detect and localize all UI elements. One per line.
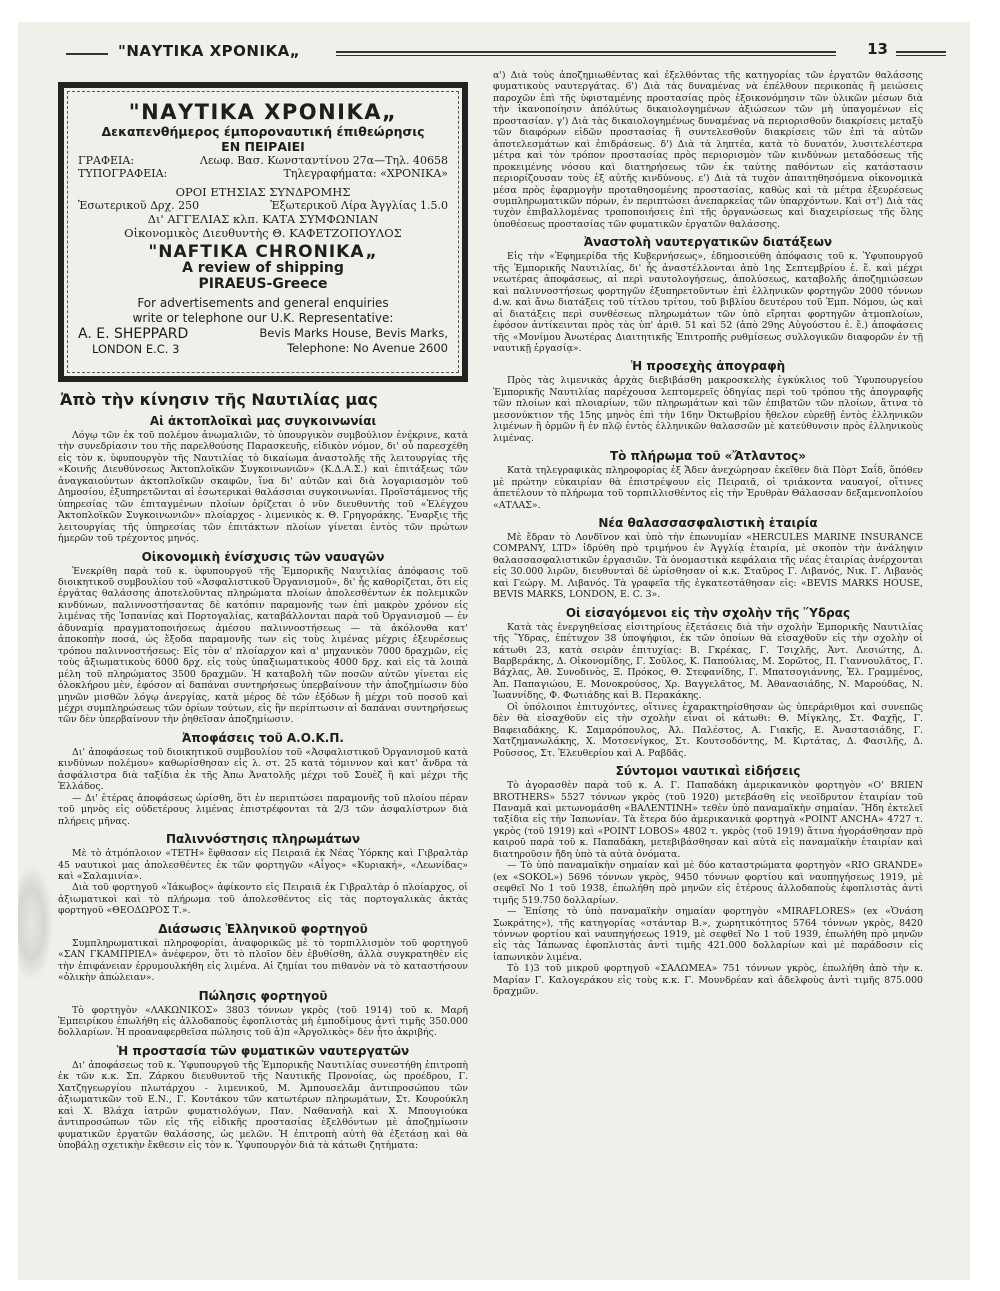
masthead-subtitle: Δεκαπενθήμερος έμπορoναυτική έπιθεώρησις: [101, 124, 425, 139]
right-column: [493, 70, 923, 998]
article-paragraph: Κατὰ τηλεγραφικὰς πληροφορίας ἐξ Ἄδεν ἀνεχώρησαν ἐκεῖθεν διὰ Πὸρτ Σαΐδ, ὅπόθεν μὲ πρώτην εὐκαιρίαν θὰ ἐπιστρέψουν εἰς Πειραιᾶ, οἱ τριάκοντα ναυαγοί, οἵτινες ἀπετέλουν τὸ πλήρωμα τοῦ τορπιλλισθέντος εἰς τὴν Ἐρυθρὰν Θάλασσαν δεξαμενοπλοίου «ΑΤΛΑΣ».: [493, 465, 923, 511]
print-row: [78, 167, 448, 180]
english-ads-line2: write or telephone our U.K. Representative:: [132, 311, 394, 325]
article-heading: Διάσωσις Ἑλληνικοῦ φορτηγοῦ: [158, 921, 368, 936]
representative-block: [78, 326, 448, 360]
article-heading: Ἀποφάσεις τοῦ Α.Ο.Κ.Π.: [182, 730, 344, 745]
article-paragraph: Τὸ φορτηγὸν «ΛΑΚΩΝΙΚΟΣ» 3803 τόννων γκρὸς (τοῦ 1914) τοῦ κ. Μαρῆ Ἐμπειρίκου ἐπωλήθη εἰς ἀλλοδαποὺς ἐφοπλιστὰς μὴ ἐμποδίμους ἀντὶ τιμῆς 350.000 δολλαρίων. Ἡ προαναφερθεῖσα πώλησις τοῦ ἀ)π «Ἀργολικὸς» δὲν ἦτο ἀκριβής.: [58, 1004, 468, 1039]
page-number: 13: [867, 40, 888, 58]
article-heading: Αἱ ἀκτοπλοϊκαὶ μας συγκοινωνίαι: [149, 414, 377, 428]
header-rule: [896, 55, 946, 56]
header-rule: [336, 51, 836, 53]
english-city: PIRAEUS-Greece: [198, 276, 328, 292]
masthead-city: ΕΝ ΠΕΙΡΑΙΕΙ: [221, 139, 305, 154]
article-paragraph: Οἱ ὑπόλοιποι ἐπιτυχόντες, οἵτινες ἐχαρακτηρίσθησαν ὡς ὑπεράριθμοι καὶ συνεπῶς δὲν θὰ εἰσαχθοῦν εἰς τὴν σχολὴν εἶναι οἱ κάτωθι: Θ. Μίγκλης, Στ. Φαχῆς, Γ. Βαφειαδάκης, Κ. Σαμαρόπουλος, Ἀλ. Παλέστος, Α. Γιακῆς, Ε. Ἀναστασιάδης, Γ. Χατζημανωλάκης, Χ. Μοτσενίγκος, Στ. Κουτσοδόντης, Μ. Κιρτάτας, Δ. Φασιλῆς, Δ. Ροῦσσος, Στ. Ἐλευθερίου καὶ Α. Ραβδᾶς.: [493, 701, 923, 759]
offices-value: Λεωφ. Βασ. Κωνσταντίνου 27α—Τηλ. 40658: [199, 154, 448, 167]
header-rule: [896, 51, 946, 53]
torn-paper-mark: [18, 868, 52, 978]
magazine-page: [18, 22, 970, 1280]
left-column: [58, 82, 468, 1152]
offices-label: ΓΡΑΦΕΙΑ:: [78, 154, 135, 167]
masthead-title: "ΝΑΥΤΙΚΑ ΧΡΟΝΙΚΑ„: [128, 100, 398, 124]
article-paragraph: Πρὸς τὰς λιμενικὰς ἀρχὰς διεβιβάσθη μακροσκελὴς ἐγκύκλιος τοῦ Ὑφυπουργείου Ἐμπορικῆς Ναυτιλίας παρέχουσα λεπτομερεῖς ὁδηγίας περὶ τοῦ τρόπου τῆς ἀπογραφῆς τῶν πλοίων καὶ πλοιαρίων, τῶν πληρωμάτων καὶ τῶν ἐπιβατῶν τῶν πλοίων, ἅτινα τὸ μεσονύκτιον τῆς 15ης μηνὸς ἐπὶ τὴν 16ην Ὀκτωβρίου ἤθελον εὑρεθῇ ἐντὸς ἑλληνικῶν λιμένων ἢ ὁρμῶν ἢ ἐν πλῷ ἐντὸς ἑλληνικῶν θαλασσῶν μὲ κατεύθυνσιν πρὸς ἑλληνικοὺς λιμένας.: [493, 375, 923, 444]
article-heading: Οἱ εἰσαγόμενοι εἰς τὴν σχολὴν τῆς Ὕδρας: [565, 605, 851, 620]
subscriptions-heading: ΟΡΟΙ ΕΤΗΣΙΑΣ ΣΥΝΔΡΟΜΗΣ: [175, 185, 351, 199]
english-title: "NAFTIKA CHRONIKA„: [148, 242, 378, 262]
article-heading: Οἰκονομικὴ ἐνίσχυσις τῶν ναυαγῶν: [141, 549, 385, 564]
running-header: [66, 40, 946, 64]
foreign-price: Ἐξωτερικοῦ Λίρα Ἀγγλίας 1.5.0: [270, 199, 448, 212]
header-rule: [66, 53, 108, 55]
article-paragraph: α') Διὰ τοὺς ἀποζημιωθέντας καὶ ἐξελθόντας τῆς κατηγορίας τῶν ἐργατῶν θαλάσσης φυματικοὺς ναυτεργάτας. 6') Διὰ τὰς δυναμένας νὰ ἐπέλθουν περικοπὰς ἢ μειώσεις παροχῶν ἐπὶ τῆς ὑφισταμένης προστασίας πρὸς ἐξοικονόμησιν τῶν ὑλικῶν μέσων διὰ τὴν ἱκανοποίησιν ἀπόλύτως δικαιολογημένων ἀξιώσεων τῶν μὴ ὑπαγομένων εἰς προστασίαν. γ') Διὰ τὰς δικαιολογημένως δυναμένας νὰ περιορισθοῦν διακρίσεις μεταξὺ τῶν διαφόρων εἰδῶν προστασίας ἢ συντελεσθοῦν διακρίσεις τῶν ἐπὶ τὰ αὐτῶν ἀποτελεσμάτων καὶ ἐπιδράσεως. δ') Διὰ τὰ ληπτέα, κατὰ τὸ δυνατόν, λυσιτελέστερα μέτρα καὶ τὸν τρόπον προστασίας πρὸς περιορισμὸν τῶν κινδύνων μεταδόσεως τῆς προκειμένης νόσου καὶ διατηρήσεως τῶν ἐκ ταύτης παθόντων εἰς κατάστασιν περιορίζουσαν τοὺς ἐξ αὐτῆς κινδύνους. ε') Διὰ τὰ τυχὸν ἀπαιτηθησόμενα οἰκονομικὰ μέσα πρὸς ἐφαρμογὴν προταθησομένης προστασίας, καθὼς καὶ τὰ μέτρα ἐξευρέσεως συμπληρωματικῶν πόρων, ἐν περιπτώσει ἀνεπαρκείας τῶν ὑπαρχόντων. Καὶ στ') Διὰ τὰς τυχὸν ἐπιβαλλομένας τροποποιήσεις ἐπὶ τῆς ὀργανώσεως καὶ διαχειρίσεως τῆς ὅλης ὑποθέσεως προστασίας τῶν φυματικῶν ἐργατῶν θαλάσσης.: [493, 70, 923, 230]
article-heading: Σύντομοι ναυτικαὶ εἰδήσεις: [615, 764, 801, 779]
article-paragraph: — Δι' ἑτέρας ἀποφάσεως ὡρίσθη, ὅτι ἐν περιπτώσει παραμονῆς τοῦ πλοίου πέραν τοῦ μηνὸς εἰς οὐδετέρους λιμένας ἐπιστρέφονται τὰ 2/3 τῶν ἀσφαλίστρων διὰ πλήρεις μῆνας.: [58, 792, 468, 827]
domestic-price: Ἐσωτερικοῦ Δρχ. 250: [78, 199, 200, 212]
article-heading: Πώλησις φορτηγοῦ: [198, 988, 328, 1003]
english-review: A review of shipping: [182, 260, 344, 276]
masthead-box: [58, 82, 468, 382]
running-title: "ΝΑΥΤΙΚΑ ΧΡΟΝΙΚΑ„: [118, 42, 301, 60]
article-heading: Ἡ προσεχὴς ἀπογραφὴ: [630, 359, 786, 374]
article-paragraph: Συμπληρωματικαὶ πληροφορίαι, ἀναφορικῶς μὲ τὸ τορπιλλισμὸν τοῦ φορτηγοῦ «ΣΑΝ ΓΚΑΜΠΡΙΕΛ» ἀνέφερον, ὅτι τὸ πλοῖον δὲν ἐβυθίσθη, ἀλλὰ συγκρατηθὲν εἰς τὴν ἐπιφάνειαν ἐρρυμουλκήθη εἰς λιμένα. Αἱ ζημίαι του πιθανὸν νὰ τὸ καταστήσουν «ὁλικὴν ἀπώλειαν».: [58, 937, 468, 984]
print-label: ΤΥΠΟΓΡΑΦΕΙΑ:: [78, 167, 168, 180]
article-heading: Ἡ προστασία τῶν φυματικῶν ναυτεργατῶν: [116, 1043, 410, 1058]
representative-phone: Telephone: No Avenue 2600: [287, 341, 448, 355]
article-heading: Τὸ πλήρωμα τοῦ «Ἄτλαντος»: [609, 449, 807, 464]
article-paragraph: Δι' ἀποφάσεως τοῦ διοικητικοῦ συμβουλίου τοῦ «Ἀσφαλιστικοῦ Ὀργανισμοῦ κατὰ κινδύνων πολέμου» καθωρίσθησαν εἰς λ. στ. 25 κατὰ τόμιννον καὶ κατ' ἄνδρα τὰ ἀσφάλιστρα διὰ ταξίδια ἐκ τῆς Ἀπω Ἀνατολῆς μέχρι τοῦ Σουὲζ ἢ καὶ μέχρι τῆς Ἑλλάδος.: [58, 746, 468, 793]
english-ads-line1: For advertisements and general enquiries: [137, 296, 389, 310]
article-paragraph: Διὰ τοῦ φορτηγοῦ «Ἰάκωβος» ἀφίκοντο εἰς Πειραιᾶ ἐκ Γιβραλτὰρ ὁ πλοίαρχος, οἱ ἀξιωματικοὶ καὶ τὸ πλήρωμα τοῦ ἀπολεσθέντος εἰς τὰς πορτογαλικὰς ἀκτὰς φορτηγοῦ «ΘΕΟΔΩΡΟΣ Τ.».: [58, 882, 468, 917]
section-title: Ἀπὸ τὴν κίνησιν τῆς Ναυτιλίας μας: [60, 390, 378, 409]
article-heading: Παλιννόστησις πληρωμάτων: [166, 832, 360, 847]
representative-city: LONDON E.C. 3: [92, 342, 180, 356]
representative-address: Bevis Marks House, Bevis Marks,: [259, 326, 448, 340]
article-paragraph: Τὸ ἀγορασθὲν παρὰ τοῦ κ. Α. Γ. Παπαδάκη ἀμερικανικὸν φορτηγὸν «Ο' BRIEN BROTHERS» 5527 τόννων γκρὸς (τοῦ 1920) μετεβάσθη εἰς νεοϊδρυτον ἑταιρίαν τοῦ Παναμᾶ καὶ μετωνομάσθη «ΒΑΛΕΝΤΙΝΗ» τεθὲν ὑπὸ παναμαϊκὴν σημαίαν. Ἤδη ἐκτελεῖ ταξίδια εἰς τὴν Ἰαπωνίαν. Τὰ ἕτερα δύο ἀμερικανικὰ φορτηγὰ «POINT ANCHA» 4727 τ. γκρὸς (τοῦ 1919) καὶ «POINT LOBOS» 4802 τ. γκρὸς (τοῦ 1919) ἅτινα ἠγοράσθησαν πρὸ καιροῦ παρὰ τοῦ κ. Παπαδάκη, μετεβιβάσθησαν καὶ αὐτὰ εἰς παναμαϊκὴν ἑταιρίαν καὶ διατηροῦσιν ἤδη ὑπὸ τὰ αὐτὰ ὀνόματα.: [493, 780, 923, 860]
article-paragraph: Δι' ἀποφάσεως τοῦ κ. Ὑφυπουργοῦ τῆς Ἐμπορικῆς Ναυτιλίας συνεστήθη ἐπιτροπὴ ἐκ τῶν κ.κ. Σπ. Ζάρκου διευθυντοῦ τῆς Ναυτικῆς Προνοίας, ὡς προέδρου, Γ. Χατζηγεωργίου πλωτάρχου - λιμενικοῦ, Μ. Ἀμπουσελᾶμ ἀντιπροσώπου τῶν ἀξιωματικῶν τοῦ Ε.Ν., Γ. Κοντάκου τῶν κατωτέρων πληρωμάτων, Στ. Κουρούκλη καὶ Χ. Βλάχα ἰατρῶν φυματιολόγων, Παν. Ναθαναὴλ καὶ Χ. Μπουγιούκα ἀντιπροσώπων τῶν εἰς τῆς εἰδικῆς προστασίας ἐξελθόντων μὲ ἀποζημίωσιν φυματικῶν ἐργατῶν θαλάσσης, ὡς μελῶν. Ἡ ἐπιτροπὴ αὐτὴ θὰ ἐξετάσῃ καὶ θὰ ὑποβάλῃ σχετικὴν ἔκθεσιν εἰς τὸν κ. Ὑφυπουργὸν διὰ τὰ κάτωθι ζητήματα:: [58, 1059, 468, 1152]
article-paragraph: Εἰς τὴν «Ἐφημερίδα τῆς Κυβερνήσεως», ἐδημοσιεύθη ἀπόφασις τοῦ κ. Ὑφυπουργοῦ τῆς Ἐμπορικῆς Ναυτιλίας, δι' ἧς ἀναστέλλονται ἀπὸ 1ης Σεπτεμβρίου ἐ. ἔ. καὶ μέχρι νεωτέρας ἀποφάσεως, αἱ περὶ ναυτολογήσεως, ἀπολύσεως, καταβολῆς ἀποζημιώσεων καὶ παλιννοστήσεως φορτηγῶν ἐξυπηρετοῦντων ἐπὶ ἑλληνικῶν φορτηγῶν 2000 τόννων d.w. καὶ ἄνω διατάξεις τοῦ τίτλου τρίτου, τοῦ βιβλίου δευτέρου τοῦ Ἐμπ. Νόμου, ὡς καὶ αἱ διατάξεις περὶ συνθέσεως πληρωμάτων τῶν ὑπὸ εἴρηται φορτηγῶν ἀτμοπλοίων, ἐφόσον ἀντίκεινται πρὸς τὰς ὑπ' ἀριθ. 51 καὶ 52 (ἀπὸ 29ης Αὐγούστου ἐ. ἔ.) ἀποφάσεις τῆς «Μονίμου Ἀνωτέρας Διαιτητικῆς Ἐπιτροπῆς ρυθμίσεως συλλογικῶν διαφορῶν ἐν τῇ ναυτικῇ ἐργασίᾳ».: [493, 251, 923, 354]
print-value: Τηλεγραφήματα: «ΧΡΟΝΙΚΑ»: [283, 167, 448, 180]
article-heading: Νέα θαλασσασφαλιστικὴ ἑταιρία: [598, 515, 818, 530]
financial-director: Οἰκονομικὸς Διευθυντὴς Θ. ΚΑΦΕΤΖΟΠΟΥΛΟΣ: [124, 226, 402, 240]
article-paragraph: Τὸ 1)3 τοῦ μικροῦ φορτηγοῦ «ΣΑΛΩΜΕΑ» 751 τόννων γκρὸς, ἐπωλήθη ἀπὸ τὴν κ. Μαρίαν Γ. Καλογεράκου εἰς τοὺς κ.κ. Γ. Μουνδρέαν καὶ ἀδελφοὺς ἀντὶ τιμῆς 875.000 δραχμῶν.: [493, 963, 923, 998]
offices-row: [78, 154, 448, 167]
header-rule: [336, 55, 836, 56]
article-paragraph: Κατὰ τὰς ἐνεργηθείσας εἰσιτηρίους ἐξετάσεις διὰ τὴν σχολὴν Ἐμπορικῆς Ναυτιλίας τῆς Ὕδρας, ἐπέτυχον 38 ὑποψήφιοι, ἐκ τῶν ὁποίων θὰ εἰσαχθοῦν εἰς τὴν σχολὴν οἱ κάτωθι 23, κατὰ σειρὰν ἐπιτυχίας: Β. Γκρέκας, Γ. Τσιχλῆς, Ἀντ. Λεσιώτης, Δ. Βαρβεράκης, Δ. Οἰκονομίδης, Γ. Σοῦλος, Κ. Παπούλιας, Μ. Σορῶτος, Π. Γιαννουλᾶτος, Γ. Βάχλας, Ἀθ. Συνοδινὸς, Ξ. Πρόκος, Θ. Στεφανίδης, Γ. Μπατσογιάννης, Ἑλ. Γραμμένος, Ἀπ. Παπαγιώου, Ε. Μονοκρούσος, Χρ. Βαγγελᾶτος, Μ. Ἀθανασιάδης, Ν. Μαρούδας, Ν. Ἰωαννίδης, Φ. Φωτιάδης καὶ Β. Περακάκης.: [493, 621, 923, 702]
article-paragraph: Ἐνεκρίθη παρὰ τοῦ κ. ὑφυπουργοῦ τῆς Ἐμπορικῆς Ναυτιλίας ἀπόφασις τοῦ διοικητικοῦ συμβουλίου τοῦ «Ἀσφαλιστικοῦ Ὀργανισμοῦ», δι' ἧς καθορίζεται, ὅτι εἰς ἐργάτας θαλάσσης ἀποτελοῦντας πληρώματα πλοίων ἀπολεσθέντων ἐκ πολεμικῶν κινδύνων, παλιννοστήσαντας δὲ κατόπιν παραμονῆς των ἐπὶ μακρὸν χρόνον εἰς λιμένας τῆς Ἰσπανίας καὶ Πορτογαλίας, καταβάλλονται παρὰ τοῦ Ὀργανισμοῦ — ἐν ἀδυναμίᾳ πραγματοποιήσεως ἀμέσου παλιννοστήσεως — τὰ ἀκόλουθα κατ' ἀποκοπὴν ποσά, ὡς ἔξοδα παραμονῆς των εἰς τοὺς λιμένας μέχρις ἐξευρέσεως τρόπου παλιννοστήσεως: Εἰς τὸν α' πλοίαρχον καὶ α' μηχανικὸν 7000 δραχμῶν, εἰς τοὺς ἀξιωματικοὺς 6000 δρχ. εἰς τοὺς ὑπαξιωματικοὺς 4000 δρχ. καὶ εἰς τὰ λοιπὰ μέλη τοῦ πληρώματος 3500 δραχμῶν. Ἡ καταβολὴ τῶν ποσῶν αὐτῶν γίνεται εἰς ὁλοκλήρου μὲν, ἐφόσον αἱ δαπάναι συντηρήσεως ὑπερβαίνουν τὴν ἀποζημίωσιν δύο μηνῶν μισθῶν λόγῳ ἀνεργίας, κατὰ μέρος δὲ τῶν ἐξόδων ἢ μέχρι τοῦ ποσοῦ καὶ μέχρι συμπληρώσεως τῶν ὁρίων τούτων, εἰς ἣν περίπτωσιν αἱ δαπάναι συντηρήσεως τῶν δὲν ὑπερβαίνουν τὴν ῥηθεῖσαν ἀποζημίωσιν.: [58, 565, 468, 726]
article-paragraph: Μὲ τὸ ἀτμόπλοιον «ΤΕΤΗ» ἔφθασαν εἰς Πειραιᾶ ἐκ Νέας Ὑόρκης καὶ Γιβραλτὰρ 45 ναυτικοὶ μας ἀπολεσθέντες ἐκ τῶν φορτηγῶν «Αἶγος» «Κυριακή», «Λεωνίδας» καὶ «Σαλαμινία».: [58, 848, 468, 882]
article-heading: Ἀναστολὴ ναυτεργατικῶν διατάξεων: [583, 235, 833, 250]
article-paragraph: — Ἐπίσης τὸ ὑπὸ παναμαϊκὴν σημαίαν φορτηγὸν «MIRAFLORES» (ex «Ὁνάση Σωκράτης»), τῆς κατηγορίας «στάνταρ Β.», χωρητικότητος 5764 τόννων γκρὸς, 8420 τόννων φορτίου καὶ ναυπηγήσεως 1919, μὲ σεφθεῖ Νο 1 τοῦ 1939, ἐπωλήθη πρὸ μηνῶν εἰς τὰς Ἰάπωνας ἐφοπλιστὰς ἀντὶ τιμῆς 421.000 δολλαρίων καὶ μὲ παράδοσιν εἰς ἰαπωνικὸν λιμένα.: [493, 906, 923, 963]
article-paragraph: Μὲ ἕδραν τὸ Λονδῖνον καὶ ὑπὸ τὴν ἐπωνυμίαν «HERCULES MARINE INSURANCE COMPANY, LTD» ἱδρύθη πρὸ τριμήνου ἐν Ἀγγλίᾳ ἑταιρία, μὲ σκοπὸν τὴν ἀνάληψιν θαλασσασφαλιστικῶν ἐργασιῶν. Τὰ ὀνομαστικὰ κεφάλαια τῆς νέας ἑταιρίας ἀνέρχονται εἰς 30.000 λιρῶν, διευθυνταὶ δὲ ὡρίσθησαν οἱ κ.κ. Σταῦρος Γ. Λιβανός, Νικ. Γ. Λιβανὸς καὶ Γεώργ. Μ. Λιβανός. Τὰ γραφεῖα τῆς ἐγκατεστάθησαν εἰς: «BEVIS MARKS HOUSE, BEVIS MARKS, LONDON, E. C. 3».: [493, 531, 923, 601]
representative-name: A. E. SHEPPARD: [78, 326, 189, 342]
ads-terms: Δι' ΑΓΓΕΛΙΑΣ κλπ. ΚΑΤΑ ΣΥΜΦΩΝΙΑΝ: [147, 212, 379, 226]
article-paragraph: — Τὸ ὑπὸ παναμαϊκὴν σημαίαν καὶ μὲ δύο καταστρώματα φορτηγὸν «RIO GRANDE» (ex «SOKOL») 5696 τόννων γκρὸς, 9450 τόννων φορτίου καὶ ναυπηγήσεως 1919, μὲ σεφθεῖ Νο 1 τοῦ 1938, ἐπωλήθη πρὸ μηνῶν εἰς ἑτέρους ἀλλοδαποὺς ἐφοπλιστὰς ἀντὶ τιμῆς 519.750 δολλαρίων.: [493, 860, 923, 906]
prices-row: [78, 199, 448, 212]
article-paragraph: Λόγῳ τῶν ἐκ τοῦ πολέμου ἀνωμαλιῶν, τὸ ὑπουργικὸν συμβούλιον ἐνέκρινε, κατὰ τὴν συνεδρίασιν του τῆς παρελθούσης Παρασκευῆς, εἰδικὸν νόμον, δι' οὗ παρεσχέθη εἰς τὸν κ. ὑφυπουργὸν τῆς Ναυτιλίας τὸ δικαίωμα ἀναστολῆς τῆς λειτουργίας τῆς «Κοινῆς Διευθύνσεως Ἀκτοπλοϊκῶν Συγκοινωνιῶν» (Κ.Δ.Α.Σ.) καὶ ἐπιτάξεως τῶν ἀναγκαιούντων ἀκτοπλοϊκῶν σκαφῶν, ἵνα δι' αὐτῶν καὶ διὰ λογαριασμὸν τοῦ Δημοσίου, ἐξυπηρετῶνται αἱ ἐσωτερικαὶ θαλάσσιαι συγκοινωνίαι. Προϊστάμενος τῆς ὑπηρεσίας τῶν ἐπιταγμένων πλοίων ὁρίζεται ὁ νῦν διευθυντὴς τοῦ «Ἐλέγχου Ἀκτοπλοϊκῶν Συγκοινωνιῶν» πλοίαρχος - λιμενικὸς κ. Θ. Γρηγοράκης. Ἔναρξις τῆς λειτουργίας τῆς ὑπηρεσίας τῶν ἐπιτάκτων πλοίων γίνεται ἐντὸς τῶν πρώτων ἡμερῶν τοῦ τρέχοντος μηνός.: [58, 430, 468, 545]
